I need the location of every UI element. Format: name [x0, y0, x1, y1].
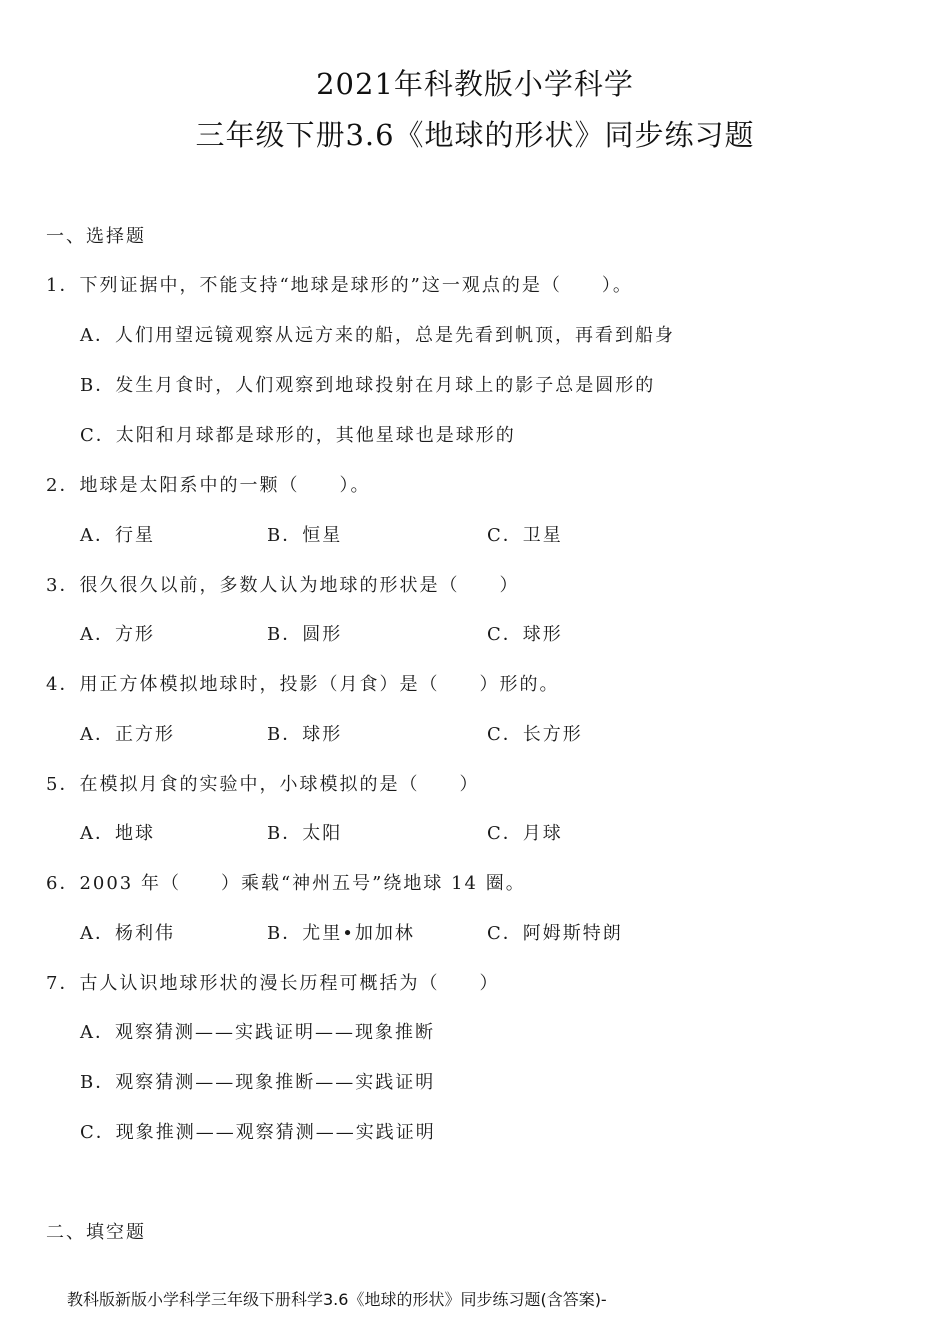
- document-footer-caption: 教科版新版小学科学三年级下册科学3.6《地球的形状》同步练习题(含答案)-: [67, 1290, 607, 1309]
- question-6-option-c: C．阿姆斯特朗: [487, 923, 623, 944]
- question-4-option-c: C．长方形: [487, 724, 583, 745]
- question-2-option-b: B．恒星: [267, 525, 343, 546]
- question-5-option-b: B．太阳: [267, 823, 343, 844]
- question-1-option-a: A．人们用望远镜观察从远方来的船，总是先看到帆顶，再看到船身: [80, 325, 675, 346]
- question-7-option-c: C．现象推测——观察猜测——实践证明: [80, 1122, 436, 1143]
- question-1-stem: 1．下列证据中，不能支持“地球是球形的”这一观点的是（ ）。: [46, 275, 633, 296]
- question-3-option-c: C．球形: [487, 624, 563, 645]
- question-2-stem: 2．地球是太阳系中的一颗（ ）。: [46, 475, 371, 496]
- question-6-option-a: A．杨利伟: [80, 923, 175, 944]
- question-1-option-b: B．发生月食时，人们观察到地球投射在月球上的影子总是圆形的: [80, 375, 656, 396]
- question-5-option-a: A．地球: [80, 823, 155, 844]
- question-5-option-c: C．月球: [487, 823, 563, 844]
- question-5-stem: 5．在模拟月食的实验中，小球模拟的是（ ）: [46, 774, 480, 795]
- question-7-stem: 7．古人认识地球形状的漫长历程可概括为（ ）: [46, 973, 500, 994]
- question-3-option-a: A．方形: [80, 624, 155, 645]
- question-7-option-a: A．观察猜测——实践证明——现象推断: [80, 1022, 435, 1043]
- question-4-option-b: B．球形: [267, 724, 343, 745]
- question-2-option-c: C．卫星: [487, 525, 563, 546]
- question-1-option-c: C．太阳和月球都是球形的，其他星球也是球形的: [80, 425, 516, 446]
- question-6-stem: 6．2003 年（ ）乘载“神州五号”绕地球 14 圈。: [46, 873, 526, 894]
- document-title-line-1: 2021年科教版小学科学: [316, 67, 634, 101]
- question-2-option-a: A．行星: [80, 525, 155, 546]
- question-4-option-a: A．正方形: [80, 724, 175, 745]
- document-title-line-2: 三年级下册3.6《地球的形状》同步练习题: [195, 118, 755, 152]
- question-4-stem: 4．用正方体模拟地球时，投影（月食）是（ ）形的。: [46, 674, 560, 695]
- question-7-option-b: B．观察猜测——现象推断——实践证明: [80, 1072, 436, 1093]
- question-3-option-b: B．圆形: [267, 624, 343, 645]
- section-heading-fill-in-blank: 二、填空题: [46, 1222, 146, 1243]
- question-3-stem: 3．很久很久以前，多数人认为地球的形状是（ ）: [46, 575, 520, 596]
- section-heading-multiple-choice: 一、选择题: [46, 226, 146, 247]
- question-6-option-b: B．尤里•加加林: [267, 923, 415, 944]
